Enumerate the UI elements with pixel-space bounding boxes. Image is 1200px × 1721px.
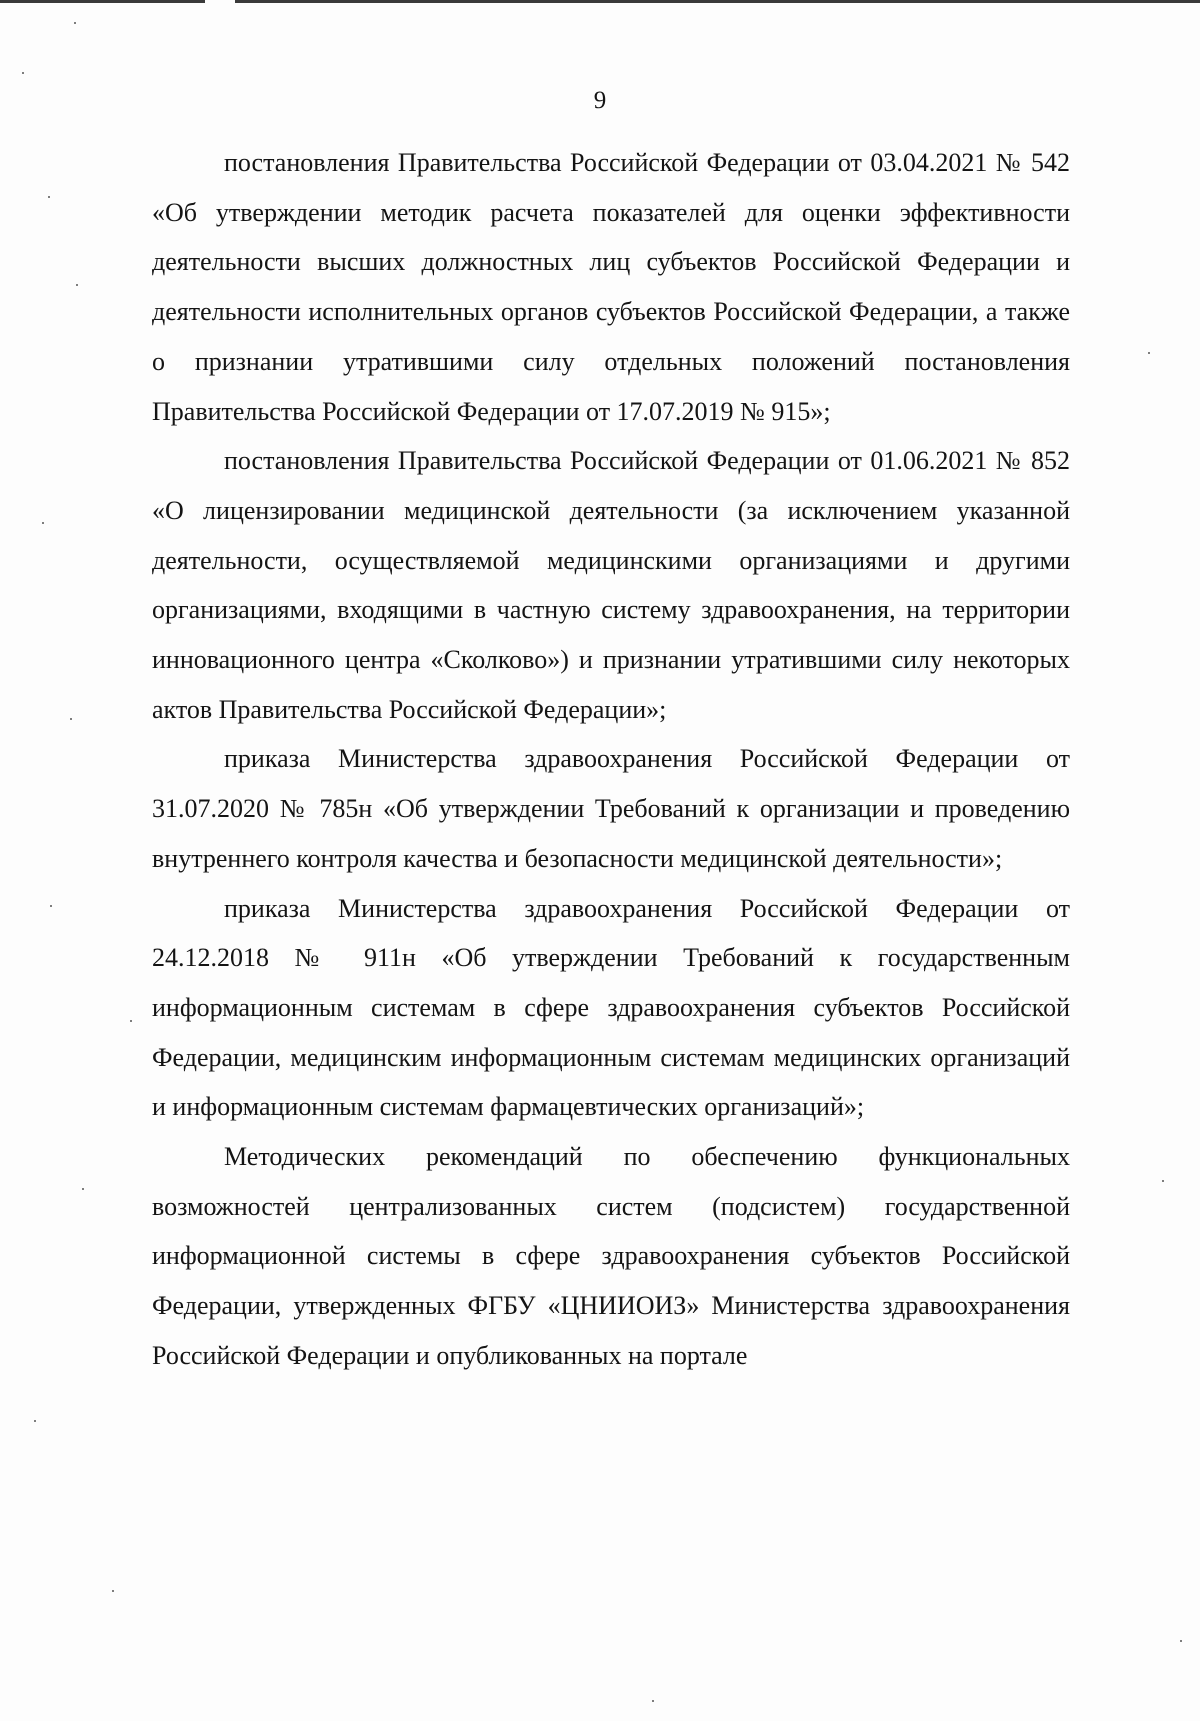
scan-speck bbox=[1162, 1180, 1164, 1182]
page-number: 9 bbox=[593, 87, 607, 114]
scan-top-edge-gap bbox=[205, 0, 235, 3]
scan-speck bbox=[1180, 1640, 1182, 1642]
scan-speck bbox=[34, 1420, 36, 1422]
scan-top-edge bbox=[0, 0, 1200, 3]
paragraph-government-decree-542: постановления Правительства Российской Федерации от 03.04.2021 № 542 «Об утверждении методик расчета показателей для оценки эффективности деятельности высших должностных лиц субъектов Российской Федерации и деятельности исполнительных органов субъектов Российской Федерации, а также о признании утратившими силу отдельных положений постановления Правительства Российской Федерации от 17.07.2019 № 915»; bbox=[152, 148, 1070, 426]
scan-speck bbox=[112, 1590, 114, 1592]
scan-speck bbox=[50, 905, 52, 907]
scan-speck bbox=[82, 1188, 84, 1190]
scan-speck bbox=[130, 1020, 132, 1022]
paragraph-government-decree-852: постановления Правительства Российской Федерации от 01.06.2021 № 852 «О лицензировании медицинской деятельности (за исключением указанной деятельности, осуществляемой медицинскими организациями и другими организациями, входящими в частную систему здравоохранения, на территории инновационного центра «Сколково») и признании утратившими силу некоторых актов Правительства Российской Федерации»; bbox=[152, 446, 1070, 724]
paragraph-methodical-recommendations: Методических рекомендаций по обеспечению функциональных возможностей централизованных систем (подсистем) государственной информационной системы в сфере здравоохранения субъектов Российской Федерации, утвержденных ФГБУ «ЦНИИОИЗ» Министерства здравоохранения Российской Федерации и опубликованных на портале bbox=[152, 1142, 1070, 1370]
scan-speck bbox=[42, 522, 44, 524]
scan-speck bbox=[70, 718, 72, 720]
document-body bbox=[152, 138, 1070, 1381]
scan-speck bbox=[74, 22, 76, 24]
scan-speck bbox=[76, 284, 78, 286]
scan-speck bbox=[48, 196, 50, 198]
scan-speck bbox=[652, 1700, 654, 1702]
paragraph-ministry-order-785n: приказа Министерства здравоохранения Российской Федерации от 31.07.2020 № 785н «Об утверждении Требований к организации и проведению внутреннего контроля качества и безопасности медицинской деятельности»; bbox=[152, 744, 1070, 873]
scan-speck bbox=[22, 72, 24, 74]
scan-speck bbox=[1148, 352, 1150, 354]
paragraph-ministry-order-911n: приказа Министерства здравоохранения Российской Федерации от 24.12.2018 № 911н «Об утверждении Требований к государственным информационным системам в сфере здравоохранения субъектов Российской Федерации, медицинским информационным системам медицинских организаций и информационным системам фармацевтических организаций»; bbox=[152, 893, 1070, 1122]
